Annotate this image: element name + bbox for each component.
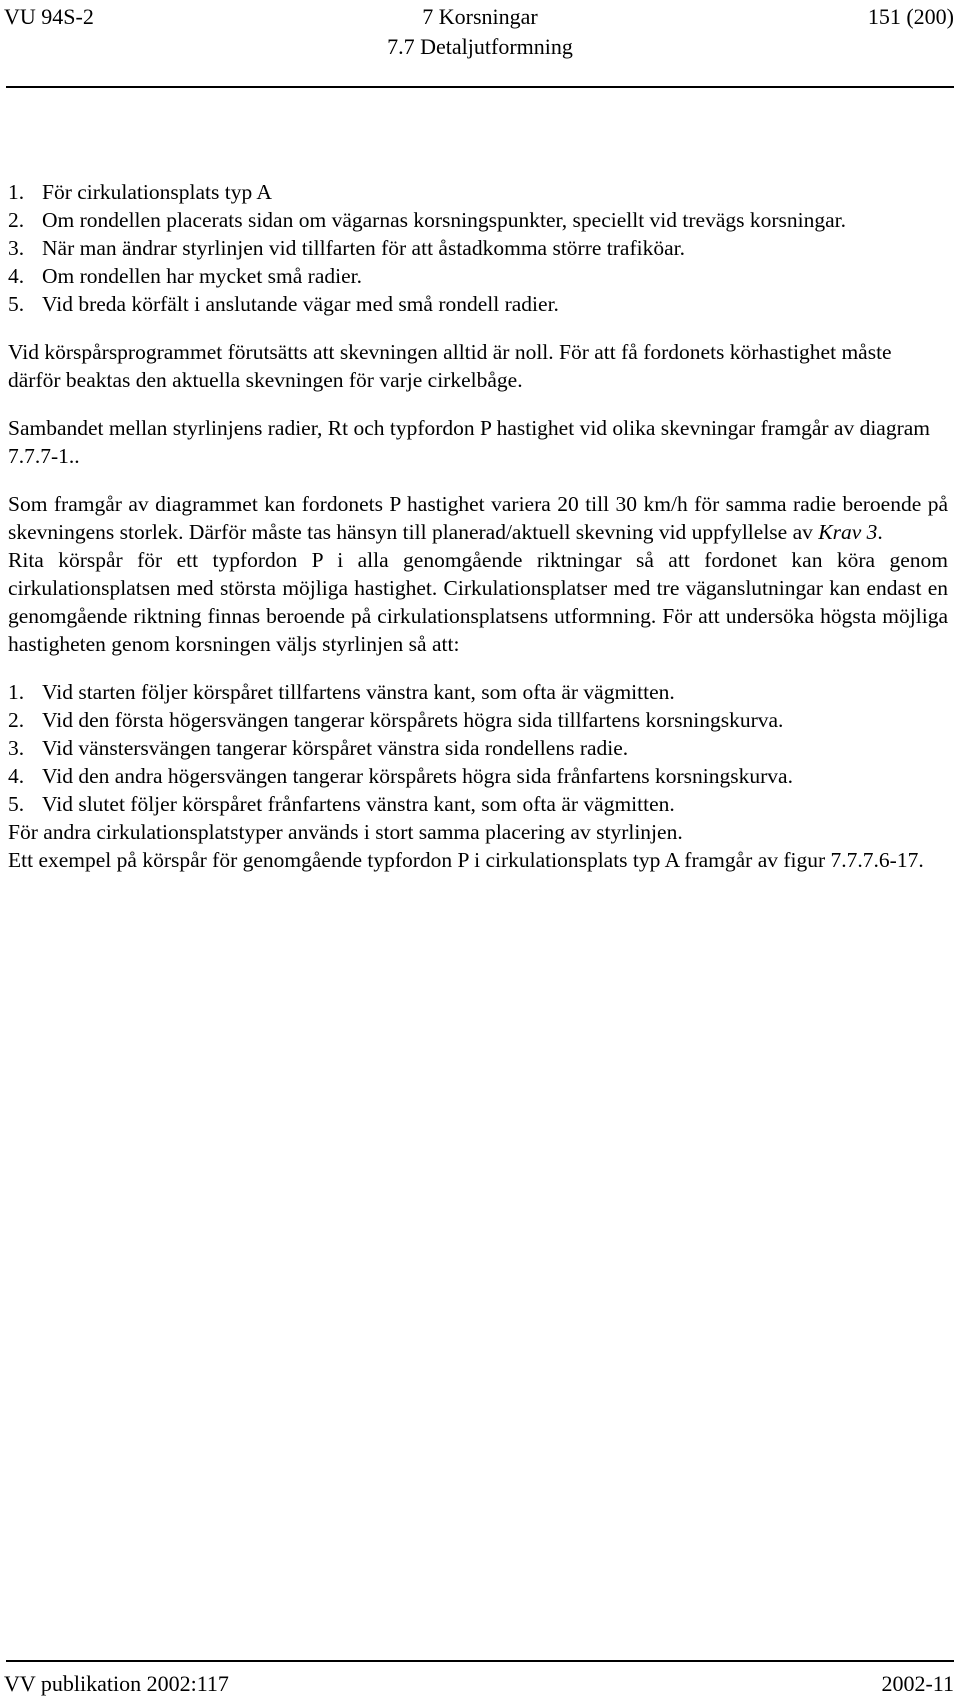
page-body (8, 178, 948, 874)
document-code: VU 94S-2 (4, 4, 94, 29)
list-item-text: Vid breda körfält i anslutande vägar med små rondell radier. (42, 292, 559, 316)
page-number: 151 (200) (867, 4, 954, 29)
list-item: 3. Vid vänstersvängen tangerar körspåret vänstra sida rondellens radie. (8, 736, 629, 760)
paragraph-korspar: Rita körspår för ett typfordon P i alla genomgående riktningar så att fordonet kan köra genom cirkulationsplatsen med största möjliga hastighet. Cirkulationsplatser med tre väganslutningar kan endast en genomgående riktning finnas beroende på cirkulationsplatsens utformning. För att undersöka högsta möjliga hastigheten genom korsningen väljs styrlinjen så att: (8, 548, 948, 656)
section-title: 7.7 Detaljutformning (387, 34, 573, 59)
list-item-text: När man ändrar styrlinjen vid tillfarten för att åstadkomma större trafiköar. (42, 236, 685, 260)
list-item-text: Om rondellen placerats sidan om vägarnas korsningspunkter, speciellt vid trevägs korsningar. (42, 208, 846, 232)
list-item: 3. När man ändrar styrlinjen vid tillfarten för att åstadkomma större trafiköar. (8, 236, 685, 260)
conditions-list (8, 178, 948, 318)
page-footer (0, 1657, 960, 1707)
list-item: 1. För cirkulationsplats typ A (8, 180, 272, 204)
list-item: 1. Vid starten följer körspåret tillfartens vänstra kant, som ofta är vägmitten. (8, 680, 675, 704)
page-header (0, 0, 960, 90)
paragraph-samband: Sambandet mellan styrlinjens radier, Rt och typfordon P hastighet vid olika skevningar framgår av diagram 7.7.7-1.. (8, 416, 931, 468)
list-item-text: Vid vänstersvängen tangerar körspåret vänstra sida rondellens radie. (42, 736, 629, 760)
list-item-text: Vid den första högersvängen tangerar körspårets högra sida tillfartens korsningskurva. (42, 708, 784, 732)
list-item-text: Vid starten följer körspåret tillfartens vänstra kant, som ofta är vägmitten. (42, 680, 675, 704)
chapter-title: 7 Korsningar (422, 4, 538, 29)
list-item: 2. Vid den första högersvängen tangerar körspårets högra sida tillfartens korsningskurva. (8, 708, 784, 732)
list-item-text: Om rondellen har mycket små radier. (42, 264, 363, 288)
requirement-reference: Krav 3 (818, 520, 878, 544)
steering-line-list (8, 678, 948, 818)
paragraph-hastighet: Som framgår av diagrammet kan fordonets P hastighet variera 20 till 30 km/h för samma radie beroende på skevningens storlek. Därför måste tas hänsyn till planerad/aktuell skevning vid uppfyllelse av Krav 3. (8, 492, 948, 544)
list-item-text: För cirkulationsplats typ A (42, 180, 272, 204)
list-item-text: Vid den andra högersvängen tangerar körspårets högra sida frånfartens korsningskurva. (42, 764, 793, 788)
list-item-text: Vid slutet följer körspåret frånfartens vänstra kant, som ofta är vägmitten. (42, 792, 675, 816)
header-titles (0, 2, 960, 62)
paragraph-skevning: Vid körspårsprogrammet förutsätts att skevningen alltid är noll. För att få fordonets körhastighet måste därför beaktas den aktuella skevningen för varje cirkelbåge. (8, 340, 892, 392)
header-rule (6, 86, 954, 88)
list-item: 4. Om rondellen har mycket små radier. (8, 264, 363, 288)
paragraph-andra-typer: För andra cirkulationsplatstyper används i stort samma placering av styrlinjen. (8, 820, 683, 844)
list-item: 4. Vid den andra högersvängen tangerar körspårets högra sida frånfartens korsningskurva. (8, 764, 793, 788)
footer-rule (6, 1660, 954, 1662)
list-item: 2. Om rondellen placerats sidan om vägarnas korsningspunkter, speciellt vid trevägs korsningar. (8, 208, 846, 232)
list-item: 5. Vid breda körfält i anslutande vägar med små rondell radier. (8, 292, 559, 316)
list-item: 5. Vid slutet följer körspåret frånfartens vänstra kant, som ofta är vägmitten. (8, 792, 675, 816)
publication-id: VV publikation 2002:117 (4, 1671, 229, 1696)
publication-date: 2002-11 (881, 1671, 954, 1696)
paragraph-exempel: Ett exempel på körspår för genomgående typfordon P i cirkulationsplats typ A framgår av figur 7.7.7.6-17. (8, 848, 924, 872)
